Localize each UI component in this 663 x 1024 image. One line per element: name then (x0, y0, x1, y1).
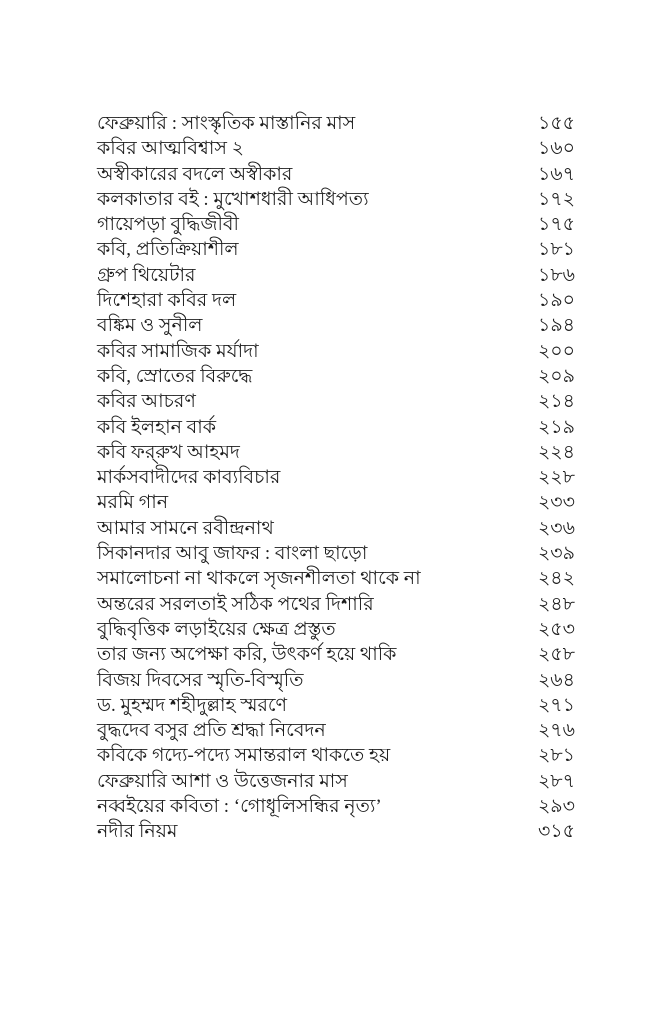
toc-entry (97, 162, 575, 187)
toc-entry (97, 237, 575, 262)
toc-entry (97, 212, 575, 237)
toc-entry-page-number: ২৪৮ (537, 593, 575, 615)
toc-entry (97, 288, 575, 313)
toc-entry-title: কবি, প্রতিক্রিয়াশীল (97, 239, 239, 261)
toc-entry (97, 364, 575, 389)
toc-entry-title: সমালোচনা না থাকলে সৃজনশীলতা থাকে না (97, 568, 421, 590)
toc-entry-page-number: ১৬৭ (537, 163, 575, 185)
toc-entry (97, 541, 575, 566)
toc-entry-page-number: ১৭২ (537, 188, 575, 210)
toc-entry-page-number: ২৭১ (537, 694, 575, 716)
toc-entry-page-number: ২৬৪ (537, 669, 575, 691)
toc-entry (97, 339, 575, 364)
toc-entry-title: সিকানদার আবু জাফর : বাংলা ছাড়ো (97, 543, 368, 565)
toc-entry-title: আমার সামনে রবীন্দ্রনাথ (97, 517, 274, 539)
toc-entry-page-number: ১৬০ (537, 138, 575, 160)
toc-entry-page-number: ৩১৫ (537, 821, 575, 843)
toc-entry-page-number: ২৮৭ (537, 770, 575, 792)
toc-entry-page-number: ২৪২ (537, 568, 575, 590)
toc-entry (97, 769, 575, 794)
toc-entry (97, 819, 575, 844)
toc-entry-page-number: ২২৪ (537, 441, 575, 463)
toc-entry-page-number: ১৭৫ (537, 214, 575, 236)
toc-entry (97, 617, 575, 642)
toc-entry (97, 566, 575, 591)
toc-entry-title: বুদ্ধিবৃত্তিক লড়াইয়ের ক্ষেত্র প্রস্তুত (97, 618, 336, 640)
toc-entry-page-number: ২৭৬ (537, 720, 575, 742)
toc-entry-page-number: ২০৯ (537, 365, 575, 387)
toc-entry-title: কলকাতার বই : মুখোশধারী আধিপত্য (97, 188, 369, 210)
toc-entry (97, 693, 575, 718)
toc-entry (97, 313, 575, 338)
toc-entry-title: মার্কসবাদীদের কাব্যবিচার (97, 467, 281, 489)
toc-entry-title: অন্তরের সরলতাই সঠিক পথের দিশারি (97, 593, 374, 615)
toc-entry (97, 592, 575, 617)
toc-entry-page-number: ২৩৩ (537, 492, 575, 514)
toc-entry-title: বঙ্কিম ও সুনীল (97, 315, 203, 337)
toc-entry-page-number: ১৮৬ (537, 264, 575, 286)
toc-entry (97, 668, 575, 693)
toc-entry (97, 642, 575, 667)
toc-entry-title: ফেব্রুয়ারি : সাংস্কৃতিক মাস্তানির মাস (97, 113, 356, 134)
toc-entry-page-number: ১৯৪ (538, 315, 575, 337)
toc-entry-title: নব্বইয়ের কবিতা : ‘গোধূলিসন্ধির নৃত্য’ (97, 796, 382, 818)
toc-entry-title: কবিকে গদ্যে-পদ্যে সমান্তরাল থাকতে হয় (97, 745, 391, 767)
table-of-contents (97, 111, 575, 845)
toc-entry-title: কবি ফর্‌রুখ আহমদ (97, 441, 240, 463)
toc-entry-page-number: ২১৯ (537, 416, 575, 438)
toc-entry (97, 263, 575, 288)
toc-entry (97, 187, 575, 212)
toc-entry (97, 136, 575, 161)
toc-entry-page-number: ২২৮ (537, 467, 575, 489)
toc-entry-title: গায়েপড়া বুদ্ধিজীবী (97, 214, 239, 236)
toc-entry-page-number: ২৩৬ (537, 517, 575, 539)
toc-entry-title: বিজয় দিবসের স্মৃতি-বিস্মৃতি (97, 669, 304, 691)
toc-entry-title: দিশেহারা কবির দল (97, 290, 237, 312)
toc-entry-title: ড. মুহম্মদ শহীদুল্লাহ স্মরণে (97, 694, 288, 716)
toc-entry (97, 718, 575, 743)
toc-entry-page-number: ১৮১ (538, 239, 575, 261)
toc-entry (97, 440, 575, 465)
toc-entry-title: মরমি গান (97, 492, 169, 514)
toc-entry-page-number: ২৫৩ (537, 618, 575, 640)
toc-entry-title: তার জন্য অপেক্ষা করি, উৎকর্ণ হয়ে থাকি (97, 644, 397, 666)
toc-entry-page-number: ২৮১ (537, 745, 575, 767)
toc-entry (97, 794, 575, 819)
toc-entry-title: বুদ্ধদেব বসুর প্রতি শ্রদ্ধা নিবেদন (97, 720, 326, 742)
toc-entry-title: অস্বীকারের বদলে অস্বীকার (97, 163, 293, 185)
toc-entry-title: কবি, স্রোতের বিরুদ্ধে (97, 365, 253, 387)
toc-entry-title: গ্রুপ থিয়েটার (97, 264, 196, 286)
toc-entry-title: নদীর নিয়ম (97, 821, 178, 843)
toc-entry-page-number: ২০০ (537, 340, 575, 362)
toc-entry-title: কবির সামাজিক মর্যাদা (97, 340, 259, 362)
toc-entry (97, 389, 575, 414)
toc-entry-page-number: ২৩৯ (537, 543, 575, 565)
toc-entry-page-number: ২৯৩ (537, 796, 575, 818)
toc-entry (97, 111, 575, 136)
toc-entry (97, 516, 575, 541)
toc-entry-title: কবি ইলহান বার্ক (97, 416, 217, 438)
toc-entry-page-number: ১৯০ (537, 290, 575, 312)
toc-entry (97, 465, 575, 490)
toc-entry-title: ফেব্রুয়ারি আশা ও উত্তেজনার মাস (97, 770, 348, 792)
toc-entry (97, 490, 575, 515)
toc-entry-title: কবির আত্মবিশ্বাস ২ (97, 138, 244, 160)
toc-entry-page-number: ২১৪ (537, 391, 575, 413)
toc-entry-page-number: ১৫৫ (538, 113, 575, 134)
toc-entry-page-number: ২৫৮ (537, 644, 575, 666)
toc-entry (97, 415, 575, 440)
toc-entry-title: কবির আচরণ (97, 391, 196, 413)
toc-entry (97, 743, 575, 768)
